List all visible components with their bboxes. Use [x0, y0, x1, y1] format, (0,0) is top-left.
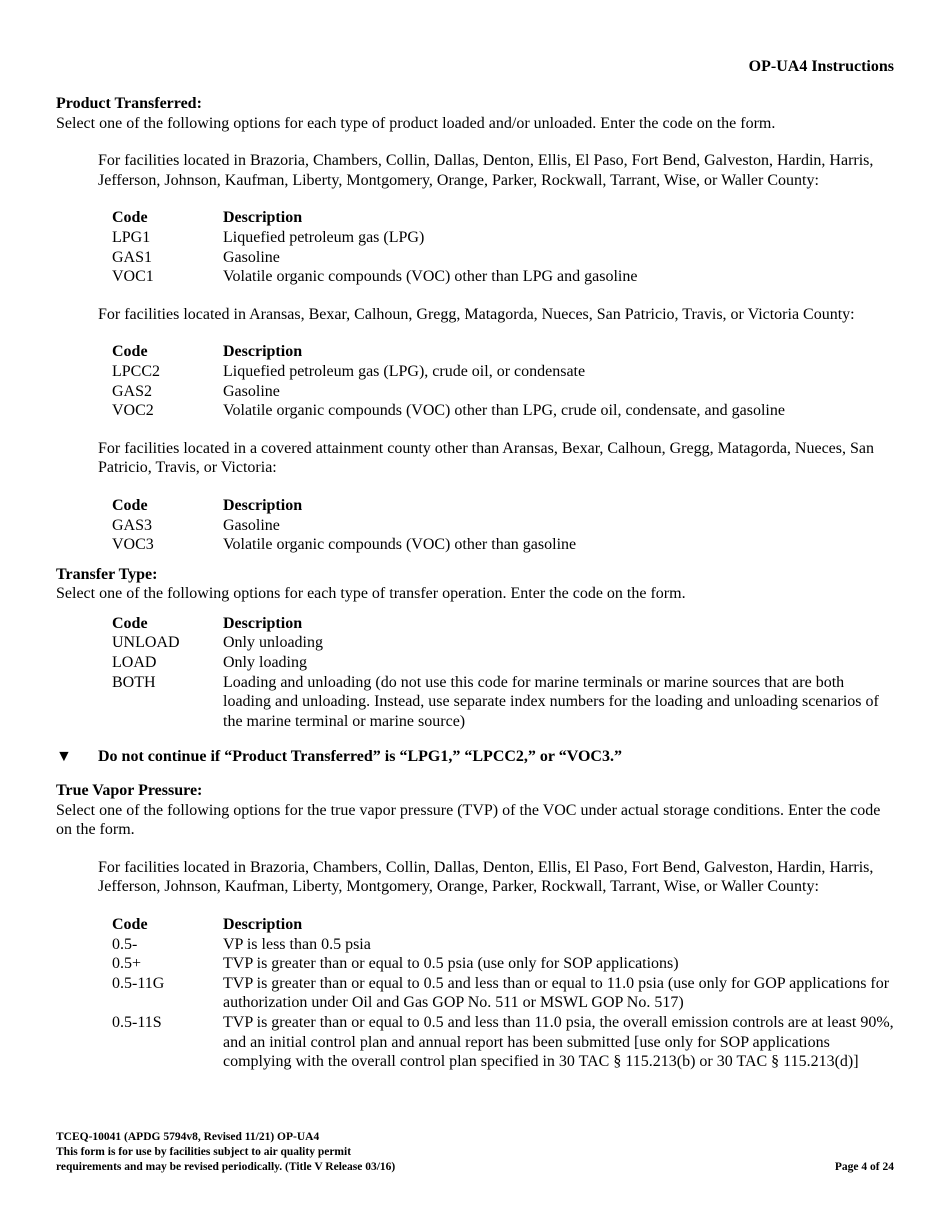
product-group2-table [112, 342, 785, 420]
table-row [112, 673, 896, 732]
description-cell: VP is less than 0.5 psia [223, 935, 371, 953]
code-cell: 0.5+ [112, 955, 142, 973]
description-header: Description [223, 343, 303, 361]
table-row [112, 228, 637, 248]
code-cell: GAS2 [112, 382, 153, 400]
tvp-group1-intro: For facilities located in Brazoria, Chambers, Collin, Dallas, Denton, Ellis, El Paso, Fort Bend, Galveston, Hardin, Harris, Jefferson, Johnson, Kaufman, Liberty, Montgomery, Orange, Parker, Rockwall, Tarrant, Wise, or Waller County: [98, 858, 874, 896]
table-row [112, 535, 576, 555]
code-header: Code [112, 916, 148, 933]
table-row [112, 974, 896, 1013]
section-title-transfer-type: Transfer Type: [56, 565, 158, 583]
code-cell: GAS1 [112, 248, 153, 266]
description-cell: Gasoline [223, 382, 280, 400]
description-header: Description [223, 916, 303, 933]
product-group2-intro: For facilities located in Aransas, Bexar, Calhoun, Gregg, Matagorda, Nueces, San Patricio, Travis, or Victoria County: [98, 305, 855, 323]
description-cell: Volatile organic compounds (VOC) other than LPG, crude oil, condensate, and gasoline [223, 402, 785, 420]
table-row [112, 633, 896, 653]
code-cell: 0.5-11S [112, 1013, 162, 1031]
product-group1-intro: For facilities located in Brazoria, Chambers, Collin, Dallas, Denton, Ellis, El Paso, Fort Bend, Galveston, Hardin, Harris, Jefferson, Johnson, Kaufman, Liberty, Montgomery, Orange, Parker, Rockwall, Tarrant, Wise, or Waller County: [98, 152, 874, 189]
description-cell: Liquefied petroleum gas (LPG), crude oil, or condensate [223, 362, 586, 380]
code-header: Code [112, 209, 148, 227]
table-row [112, 248, 637, 268]
warning-note [56, 747, 896, 767]
code-header: Code [112, 343, 148, 361]
code-cell: LPG1 [112, 228, 151, 246]
table-row [112, 653, 896, 673]
table-row [112, 267, 637, 287]
code-cell: BOTH [112, 673, 156, 691]
code-cell: VOC2 [112, 402, 154, 420]
table-header-row [112, 915, 896, 935]
table-header-row [112, 208, 637, 228]
table-row [112, 401, 785, 421]
footer-line-usage: This form is for use by facilities subject to air quality permit [56, 1146, 352, 1158]
description-header: Description [223, 614, 303, 632]
description-cell: TVP is greater than or equal to 0.5 psia (use only for SOP applications) [223, 955, 679, 973]
triangle-down-icon: ▼ [56, 748, 72, 766]
footer-line-form-id: TCEQ-10041 (APDG 5794v8, Revised 11/21) OP-UA4 [56, 1131, 320, 1143]
tvp-group1-table [112, 915, 896, 1072]
transfer-type-table [112, 614, 896, 732]
page-number: Page 4 of 24 [834, 1161, 894, 1173]
warning-text: Do not continue if “Product Transferred” is “LPG1,” “LPCC2,” or “VOC3.” [98, 748, 622, 766]
description-header: Description [223, 209, 303, 227]
product-group3-intro: For facilities located in a covered attainment county other than Aransas, Bexar, Calhoun, Gregg, Matagorda, Nueces, San Patricio, Travis, or Victoria: [98, 439, 874, 477]
description-cell: TVP is greater than or equal to 0.5 and less than or equal to 11.0 psia (use only for GOP applications for authorization under Oil and Gas GOP No. 511 or MSWL GOP No. 517) [223, 974, 890, 1012]
code-cell: UNLOAD [112, 634, 180, 652]
code-header: Code [112, 614, 148, 632]
description-cell: Liquefied petroleum gas (LPG) [223, 228, 425, 246]
table-header-row [112, 342, 785, 362]
footer-line-release: requirements and may be revised periodically. (Title V Release 03/16) [56, 1161, 396, 1173]
table-header-row [112, 496, 576, 516]
code-cell: 0.5-11G [112, 974, 165, 992]
description-cell: Volatile organic compounds (VOC) other than LPG and gasoline [223, 268, 638, 286]
table-row [112, 935, 896, 955]
document-body [56, 94, 896, 1072]
table-row [112, 1013, 896, 1072]
description-cell: Gasoline [223, 516, 280, 534]
description-cell: Gasoline [223, 248, 280, 266]
table-row [112, 362, 785, 382]
table-header-row [112, 614, 896, 634]
section-intro-true-vapor-pressure: Select one of the following options for the true vapor pressure (TVP) of the VOC under actual storage conditions. Enter the code on the form. [56, 801, 881, 839]
code-cell: VOC3 [112, 536, 154, 554]
section-intro-transfer-type: Select one of the following options for each type of transfer operation. Enter the code on the form. [56, 585, 686, 603]
code-cell: GAS3 [112, 516, 153, 534]
section-title-product-transferred: Product Transferred: [56, 95, 202, 112]
code-header: Code [112, 496, 148, 514]
table-row [112, 954, 896, 974]
product-group3-table [112, 496, 576, 555]
table-row [112, 382, 785, 402]
description-cell: Volatile organic compounds (VOC) other than gasoline [223, 536, 577, 554]
description-cell: TVP is greater than or equal to 0.5 and less than 11.0 psia, the overall emission controls are at least 90%, and an initial control plan and annual report has been submitted [use only for SOP applications complying with the overall control plan specified in 30 TAC § 115.213(b) or 30 TAC § 115.213(d)] [223, 1013, 894, 1071]
description-cell: Only loading [223, 654, 307, 672]
code-cell: LPCC2 [112, 362, 161, 380]
description-header: Description [223, 496, 303, 514]
code-cell: 0.5- [112, 935, 138, 953]
footer-form-info [56, 1130, 395, 1175]
table-row [112, 516, 576, 536]
description-cell: Only unloading [223, 634, 323, 652]
section-intro-product-transferred: Select one of the following options for each type of product loaded and/or unloaded. Enter the code on the form. [56, 114, 776, 132]
page-header-title: OP-UA4 Instructions [748, 58, 894, 75]
code-cell: LOAD [112, 654, 157, 672]
description-cell: Loading and unloading (do not use this code for marine terminals or marine sources that are both loading and unloading. Instead, use separate index numbers for the loading and unloading scenarios of the marine terminal or marine source) [223, 673, 879, 730]
product-group1-table [112, 208, 637, 286]
section-title-true-vapor-pressure: True Vapor Pressure: [56, 782, 203, 800]
code-cell: VOC1 [112, 268, 154, 286]
